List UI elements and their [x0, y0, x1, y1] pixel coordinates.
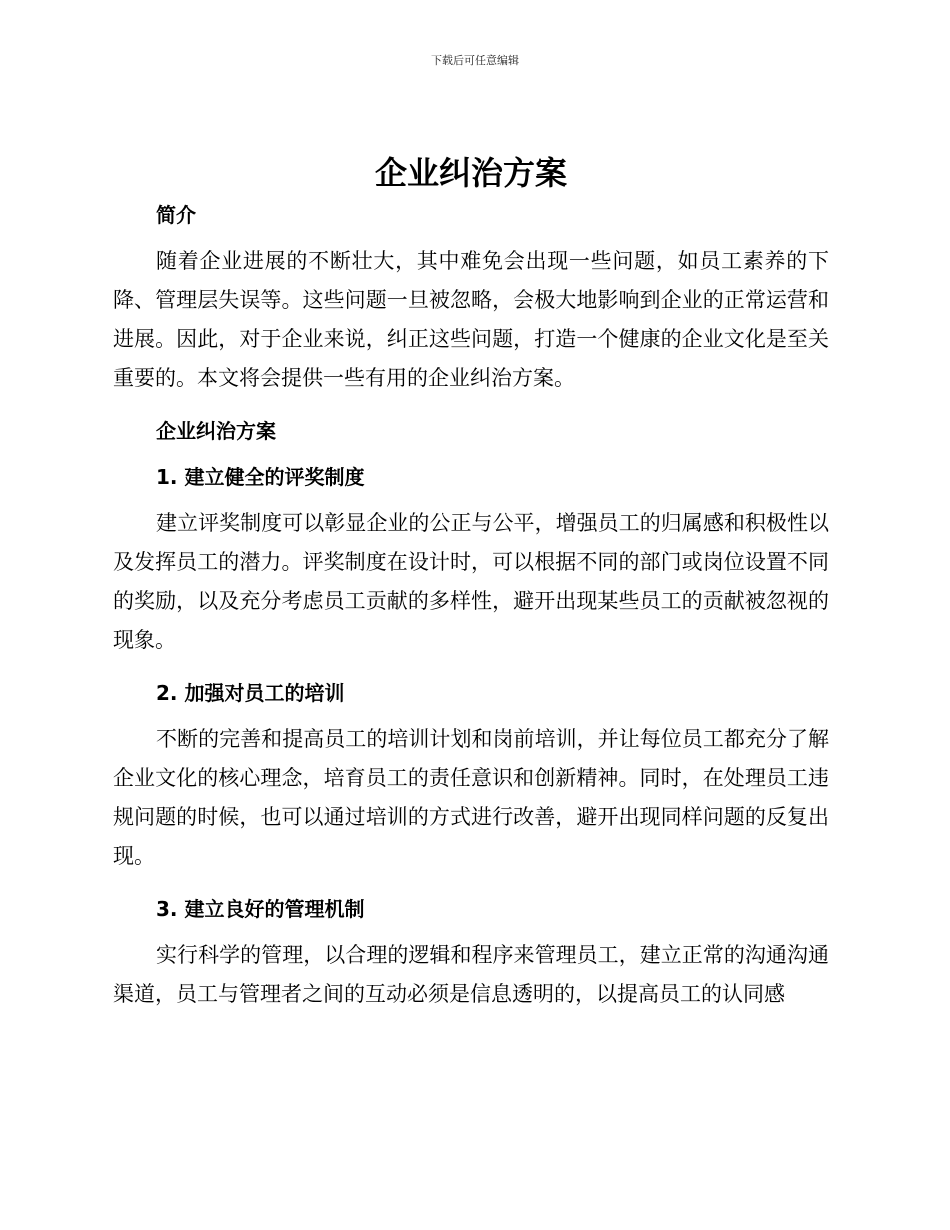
intro-paragraph: 随着企业进展的不断壮大，其中难免会出现一些问题，如员工素养的下降、管理层失误等。这些问题一旦被忽略，会极大地影响到企业的正常运营和进展。因此，对于企业来说，纠正这些问题，打造一个健康的企业文化是至关重要的。本文将会提供一些有用的企业纠治方案。 [113, 249, 829, 390]
document-title: 企业纠治方案 [374, 154, 567, 192]
header-note: 下载后可任意编辑 [431, 54, 519, 67]
spacer [113, 660, 829, 674]
item2-paragraph: 不断的完善和提高员工的培训计划和岗前培训，并让每位员工都充分了解企业文化的核心理念，培育员工的责任意识和创新精神。同时，在处理员工违规问题的时候，也可以通过培训的方式进行改善，避开出现同样问题的反复出现。 [113, 727, 829, 868]
spacer [113, 928, 829, 936]
item1-heading: 1. 建立健全的评奖制度 [156, 465, 365, 489]
item3-heading: 3. 建立良好的管理机制 [156, 897, 365, 921]
spacer [113, 450, 829, 458]
spacer [113, 496, 829, 504]
spacer [113, 398, 829, 412]
plan-heading: 企业纠治方案 [156, 419, 276, 443]
spacer [113, 876, 829, 890]
item3-paragraph: 实行科学的管理，以合理的逻辑和程序来管理员工，建立正常的沟通沟通渠道，员工与管理者之间的互动必须是信息透明的，以提高员工的认同感 [113, 943, 829, 1006]
spacer [113, 712, 829, 720]
document-body [113, 150, 829, 1014]
item2-heading: 2. 加强对员工的培训 [156, 681, 345, 705]
spacer [113, 234, 829, 242]
item1-paragraph: 建立评奖制度可以彰显企业的公正与公平，增强员工的归属感和积极性以及发挥员工的潜力。评奖制度在设计时，可以根据不同的部门或岗位设置不同的奖励，以及充分考虑员工贡献的多样性，避开出现某些员工的贡献被忽视的现象。 [113, 511, 829, 652]
intro-heading: 简介 [156, 203, 196, 227]
